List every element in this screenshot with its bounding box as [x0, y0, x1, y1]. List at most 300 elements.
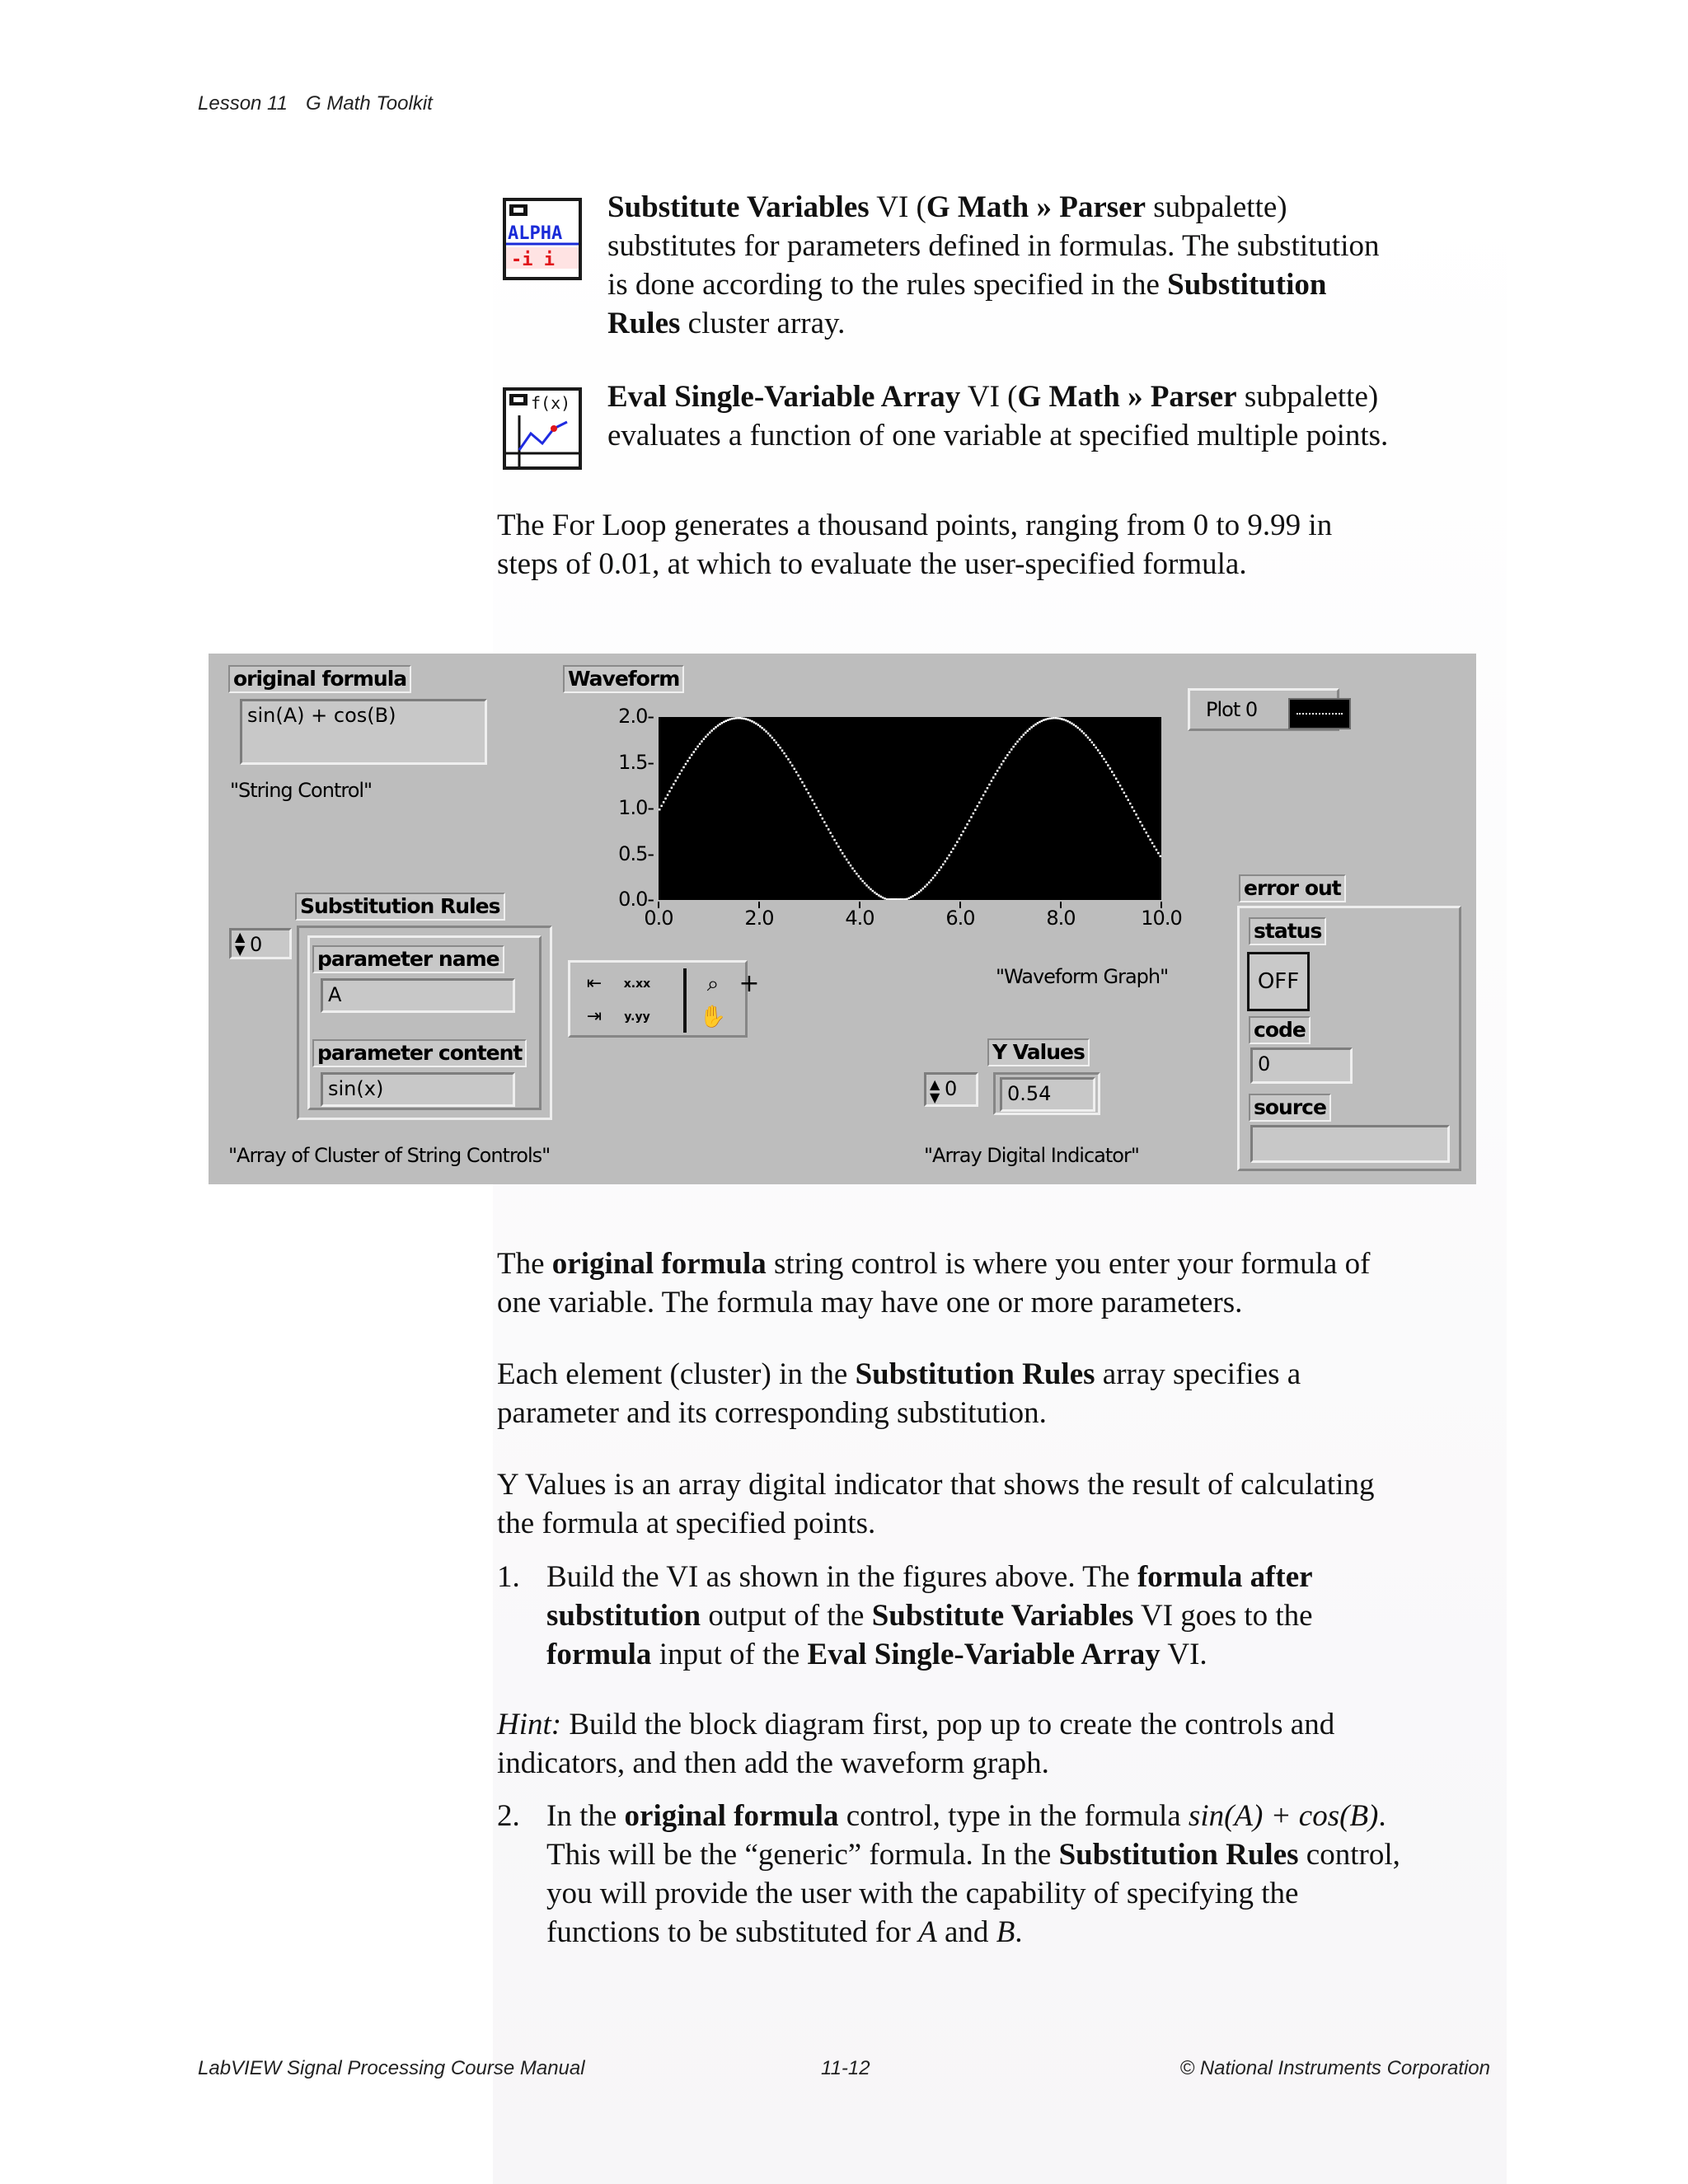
data-point — [906, 898, 908, 900]
data-point — [709, 732, 711, 734]
data-point — [741, 717, 743, 719]
data-point — [1012, 746, 1015, 748]
data-point — [920, 889, 922, 892]
data-point — [832, 836, 834, 838]
data-point — [663, 801, 665, 804]
data-point — [727, 719, 729, 722]
data-point — [725, 720, 728, 723]
data-point — [984, 790, 987, 793]
data-point — [1156, 849, 1158, 851]
data-point — [1125, 795, 1128, 798]
data-point — [1083, 733, 1085, 735]
data-point — [900, 898, 903, 900]
x-tick-label: 2.0 — [744, 907, 774, 930]
data-point — [699, 743, 701, 745]
data-point — [818, 810, 820, 813]
data-point — [1065, 719, 1067, 722]
front-panel-figure — [209, 654, 1476, 1184]
y-tick-label: 1.5- — [618, 750, 654, 774]
data-point — [696, 746, 699, 748]
autoscale-y-icon[interactable]: ⇥ — [586, 1006, 603, 1027]
data-point — [1075, 725, 1077, 728]
data-point — [842, 852, 844, 855]
data-point — [1153, 846, 1156, 848]
data-point — [888, 898, 890, 900]
data-point — [677, 776, 679, 779]
data-point — [787, 758, 790, 761]
data-point — [833, 839, 836, 841]
data-point — [960, 834, 963, 837]
data-point — [945, 860, 947, 863]
data-point — [751, 720, 753, 723]
data-point — [892, 898, 894, 900]
data-point — [864, 883, 866, 885]
original-formula-input[interactable]: sin(A) + cos(B) — [240, 699, 487, 765]
data-point — [1053, 717, 1055, 719]
data-point — [950, 851, 953, 854]
data-point — [1087, 737, 1090, 739]
for-loop-paragraph: The For Loop generates a thousand points, ranging from 0 to 9.99 in steps of 0.01, at which to evaluate the user-specified formula. — [497, 509, 1333, 581]
data-point — [675, 780, 678, 782]
data-point — [916, 893, 918, 895]
y-tick-label: 0.5- — [618, 841, 654, 865]
vi-name: Eval Single-Variable Array — [607, 380, 961, 414]
data-point — [1157, 852, 1160, 855]
data-point — [815, 807, 818, 809]
data-point — [861, 880, 864, 883]
data-point — [902, 898, 904, 900]
data-point — [856, 873, 858, 875]
data-point — [823, 821, 826, 823]
data-point — [1093, 744, 1095, 747]
data-point — [785, 755, 788, 757]
svg-text:-i i: -i i — [511, 250, 555, 270]
data-point — [743, 718, 746, 720]
y-values-caption: "Array Digital Indicator" — [924, 1144, 1139, 1167]
y-values-paragraph: Y Values is an array digital indicator that shows the result of calculating the formula at specified points. — [497, 1468, 1375, 1540]
plot-area — [659, 717, 1161, 900]
data-point — [805, 789, 808, 791]
data-point — [755, 723, 757, 725]
x-tick-label: 6.0 — [945, 907, 975, 930]
data-point — [668, 790, 671, 793]
data-point — [1057, 717, 1059, 719]
data-point — [912, 895, 914, 898]
data-point — [664, 798, 667, 800]
data-point — [705, 736, 707, 738]
data-point — [872, 890, 874, 893]
data-point — [713, 728, 715, 730]
data-point — [879, 896, 882, 898]
data-point — [1059, 718, 1062, 720]
data-point — [890, 898, 893, 900]
code-indicator: 0 — [1250, 1047, 1353, 1084]
index-stepper-icon[interactable]: ▲ ▼ — [235, 929, 246, 958]
data-point — [884, 898, 886, 900]
data-point — [717, 724, 720, 727]
x-tick-label: 0.0 — [644, 907, 673, 930]
data-point — [992, 776, 995, 779]
data-point — [851, 867, 854, 869]
data-point — [723, 721, 725, 724]
data-point — [940, 866, 943, 869]
data-point — [1079, 729, 1081, 731]
data-point — [876, 893, 879, 896]
data-point — [978, 802, 981, 804]
data-point — [1061, 718, 1063, 720]
code-label: code — [1249, 1016, 1311, 1044]
data-point — [1119, 785, 1122, 787]
y-tick-label: 1.0- — [618, 796, 654, 819]
data-point — [840, 849, 842, 851]
data-point — [998, 766, 1001, 769]
data-point — [1077, 727, 1080, 729]
data-point — [1139, 821, 1142, 823]
data-point — [1020, 736, 1023, 738]
data-point — [735, 717, 738, 719]
y-format-icon[interactable]: y.yy — [624, 1010, 650, 1024]
waveform-graph-caption: "Waveform Graph" — [996, 965, 1169, 988]
data-point — [790, 762, 792, 764]
data-point — [1047, 718, 1049, 720]
original-formula-paragraph: The original formula string control is where you enter your formula of one variable. The formula may have one or more parameters. — [497, 1247, 1371, 1319]
substitution-rules-paragraph: Each element (cluster) in the Substitution Rules array specifies a parameter and its corresponding substitution. — [497, 1357, 1301, 1430]
data-point — [858, 875, 860, 878]
data-point — [678, 773, 681, 776]
zoom-icon[interactable]: ⌕ — [706, 972, 720, 996]
data-point — [846, 859, 848, 861]
plot-legend-swatch[interactable] — [1288, 698, 1351, 729]
data-point — [1109, 767, 1112, 770]
data-point — [767, 733, 770, 735]
data-point — [878, 894, 880, 897]
data-point — [1069, 721, 1071, 724]
data-point — [659, 808, 661, 811]
y-tick-label: 2.0- — [618, 705, 654, 728]
data-point — [673, 783, 675, 785]
data-point — [996, 770, 999, 772]
data-point — [995, 773, 997, 776]
y-values-index[interactable] — [924, 1072, 978, 1107]
hint-paragraph: Hint: Build the block diagram first, pop up to create the controls and indicators, and then add the waveform graph. — [497, 1708, 1335, 1780]
data-point — [1147, 835, 1150, 837]
parameter-content-label: parameter content — [312, 1039, 527, 1067]
y-values-label: Y Values — [987, 1038, 1090, 1066]
data-point — [794, 768, 796, 771]
data-point — [1160, 855, 1161, 858]
data-point — [1062, 719, 1065, 721]
data-point — [936, 872, 939, 874]
data-point — [1146, 832, 1148, 834]
icon-alpha-text: ALPHA — [508, 223, 563, 244]
data-point — [1025, 732, 1027, 734]
data-point — [868, 887, 870, 889]
data-point — [721, 722, 724, 724]
y-tick-label: 0.0- — [618, 888, 654, 911]
data-point — [977, 805, 979, 808]
data-point — [753, 721, 756, 724]
substitution-rules-label: Substitution Rules — [295, 893, 505, 921]
data-point — [822, 818, 824, 820]
data-point — [1037, 722, 1039, 724]
data-point — [1045, 719, 1048, 721]
data-point — [814, 803, 816, 805]
data-point — [797, 775, 799, 777]
data-point — [1095, 747, 1098, 749]
data-point — [745, 718, 748, 720]
data-point — [930, 879, 932, 882]
data-point — [1005, 757, 1007, 760]
data-point — [1091, 742, 1094, 744]
data-point — [1071, 723, 1073, 725]
step-2-number: 2. — [497, 1799, 520, 1833]
data-point — [811, 799, 814, 802]
data-point — [1033, 724, 1035, 727]
data-point — [837, 846, 840, 848]
data-point — [1034, 724, 1037, 726]
data-point — [765, 730, 767, 733]
data-point — [1023, 733, 1025, 736]
data-point — [1111, 771, 1114, 773]
data-point — [1030, 726, 1033, 729]
crosshair-cursor-icon[interactable]: + — [738, 969, 760, 998]
data-point — [865, 884, 868, 887]
status-label: status — [1249, 917, 1326, 945]
data-point — [1015, 743, 1017, 746]
data-point — [1143, 828, 1146, 831]
data-point — [749, 719, 752, 722]
data-point — [896, 898, 898, 900]
data-point — [695, 748, 697, 751]
data-point — [968, 820, 971, 823]
data-point — [1089, 739, 1091, 742]
data-point — [691, 754, 693, 757]
footer-copyright: © National Instruments Corporation — [1179, 2057, 1490, 2079]
x-format-icon[interactable]: x.xx — [623, 977, 651, 991]
data-point — [908, 898, 911, 900]
data-point — [1115, 778, 1118, 780]
data-point — [771, 737, 774, 739]
vi-description-eval-single-variable-array: Eval Single-Variable Array VI (G Math » Parser subpalette) evaluates a function of one variable at specified multiple points. — [607, 380, 1389, 452]
data-point — [795, 771, 798, 774]
data-point — [914, 894, 917, 897]
data-point — [779, 747, 781, 749]
data-point — [1142, 824, 1144, 827]
footer-manual-title: LabVIEW Signal Processing Course Manual — [198, 2057, 585, 2079]
data-point — [1051, 717, 1053, 719]
data-point — [719, 724, 721, 726]
data-point — [687, 760, 689, 762]
data-point — [781, 749, 784, 752]
substitute-variables-icon — [503, 198, 582, 280]
data-point — [731, 718, 734, 720]
data-point — [918, 891, 921, 893]
data-point — [791, 765, 794, 767]
parameter-content-input[interactable]: sin(x) — [321, 1072, 515, 1107]
data-point — [1085, 734, 1087, 737]
data-point — [829, 832, 832, 834]
data-point — [826, 825, 828, 827]
running-header — [198, 92, 433, 115]
data-point — [1055, 717, 1057, 719]
data-point — [980, 798, 982, 800]
data-point — [924, 886, 926, 888]
data-point — [769, 734, 771, 737]
data-point — [737, 717, 739, 719]
data-point — [733, 718, 735, 720]
data-point — [1041, 720, 1043, 723]
data-point — [715, 726, 717, 729]
index-stepper-icon[interactable]: ▲ ▼ — [930, 1076, 940, 1105]
data-point — [707, 733, 710, 736]
data-point — [1149, 839, 1151, 841]
data-point — [757, 724, 760, 726]
data-point — [1048, 718, 1051, 720]
plot-legend-name: Plot 0 — [1206, 698, 1258, 721]
data-point — [962, 831, 964, 833]
data-point — [1117, 781, 1119, 784]
data-point — [1002, 760, 1005, 762]
data-point — [1097, 749, 1100, 752]
pan-hand-icon[interactable]: ✋ — [699, 1005, 727, 1029]
data-point — [836, 842, 838, 845]
waveform-plot — [659, 717, 1161, 900]
x-tick-label: 8.0 — [1046, 907, 1076, 930]
data-point — [671, 787, 673, 790]
parameter-name-label: parameter name — [312, 945, 504, 973]
data-point — [850, 865, 852, 867]
data-point — [860, 878, 862, 880]
data-point — [729, 719, 731, 721]
data-point — [759, 725, 762, 728]
data-point — [991, 780, 993, 782]
waveform-label: Waveform — [563, 665, 684, 693]
data-point — [747, 719, 749, 721]
data-point — [973, 813, 975, 815]
footer-page-number: 11-12 — [821, 2057, 870, 2079]
original-formula-label: original formula — [228, 665, 411, 693]
lesson-number: Lesson 11 — [198, 92, 288, 115]
index-value: 0 — [945, 1077, 958, 1100]
vi-description-substitute-variables: Substitute Variables VI (G Math » Parser subpalette) substitutes for parameters defined in formulas. The substitution is done according to the rules specified in the Substitution Rules cluster array. — [607, 190, 1380, 340]
data-point — [928, 882, 931, 884]
data-point — [808, 792, 810, 794]
data-point — [1105, 762, 1108, 764]
data-point — [938, 869, 940, 872]
data-point — [1103, 758, 1105, 761]
data-point — [693, 751, 696, 753]
data-point — [982, 794, 985, 797]
data-point — [660, 805, 663, 808]
string-control-caption: "String Control" — [230, 779, 373, 802]
data-point — [956, 841, 959, 843]
data-point — [710, 729, 713, 732]
x-tick-label: 4.0 — [845, 907, 874, 930]
data-point — [809, 795, 812, 798]
data-point — [1129, 803, 1132, 805]
data-point — [682, 766, 685, 769]
data-point — [763, 729, 766, 731]
data-point — [987, 787, 989, 790]
data-point — [1027, 730, 1029, 733]
data-point — [974, 808, 977, 811]
data-point — [783, 752, 785, 755]
data-point — [934, 874, 936, 877]
data-point — [1016, 741, 1019, 743]
data-point — [942, 864, 945, 866]
data-point — [1135, 813, 1137, 816]
eval-single-variable-array-icon — [503, 387, 582, 470]
data-point — [804, 785, 806, 787]
data-point — [904, 898, 907, 900]
data-point — [685, 763, 687, 766]
x-tick-label: 10.0 — [1141, 907, 1182, 930]
step-2-text: In the original formula control, type in the formula sin(A) + cos(B). This will be the “generic” formula. In the Substitution Rules control, you will provide the user with the capability of specifying the functions to be substituted for A and B. — [546, 1799, 1400, 1949]
source-indicator — [1250, 1125, 1450, 1163]
step-1-number: 1. — [497, 1560, 520, 1594]
data-point — [948, 855, 950, 857]
data-point — [701, 740, 703, 743]
data-point — [801, 781, 804, 784]
palette-divider — [683, 968, 687, 1033]
data-point — [1019, 738, 1021, 741]
data-point — [882, 897, 884, 899]
data-point — [954, 845, 957, 847]
data-point — [1107, 764, 1109, 766]
data-point — [966, 823, 968, 826]
data-point — [910, 896, 912, 898]
data-point — [681, 770, 683, 772]
series-plot-0 — [659, 717, 1161, 900]
data-point — [952, 848, 954, 851]
data-point — [739, 717, 742, 719]
data-point — [964, 827, 967, 829]
data-point — [776, 742, 778, 744]
data-point — [1128, 799, 1130, 801]
y-values-indicator: 0.54 — [1000, 1077, 1095, 1112]
substitution-rules-index[interactable] — [229, 928, 292, 959]
autoscale-x-icon[interactable]: ⇤ — [586, 973, 603, 994]
data-point — [1039, 721, 1041, 724]
data-point — [799, 778, 802, 780]
data-point — [667, 794, 669, 796]
source-label: source — [1249, 1094, 1331, 1122]
data-point — [828, 828, 830, 831]
data-point — [844, 855, 846, 858]
data-point — [773, 739, 776, 742]
data-point — [926, 883, 929, 886]
substitution-rules-caption: "Array of Cluster of String Controls" — [228, 1144, 551, 1167]
header-title: G Math Toolkit — [305, 92, 433, 115]
data-point — [1006, 754, 1009, 757]
data-point — [1043, 719, 1045, 722]
data-point — [1001, 763, 1003, 766]
data-point — [689, 757, 692, 759]
data-point — [874, 892, 876, 894]
data-point — [1009, 752, 1011, 754]
error-out-label: error out — [1239, 874, 1346, 902]
index-value: 0 — [250, 933, 263, 956]
data-point — [761, 727, 763, 729]
data-point — [1010, 748, 1013, 751]
data-point — [898, 898, 900, 900]
data-point — [1073, 724, 1076, 726]
icon-fx-text: f(x) — [531, 393, 571, 413]
data-point — [932, 877, 935, 879]
data-point — [922, 888, 925, 890]
data-point — [1067, 720, 1069, 723]
parameter-name-input[interactable]: A — [321, 978, 515, 1013]
